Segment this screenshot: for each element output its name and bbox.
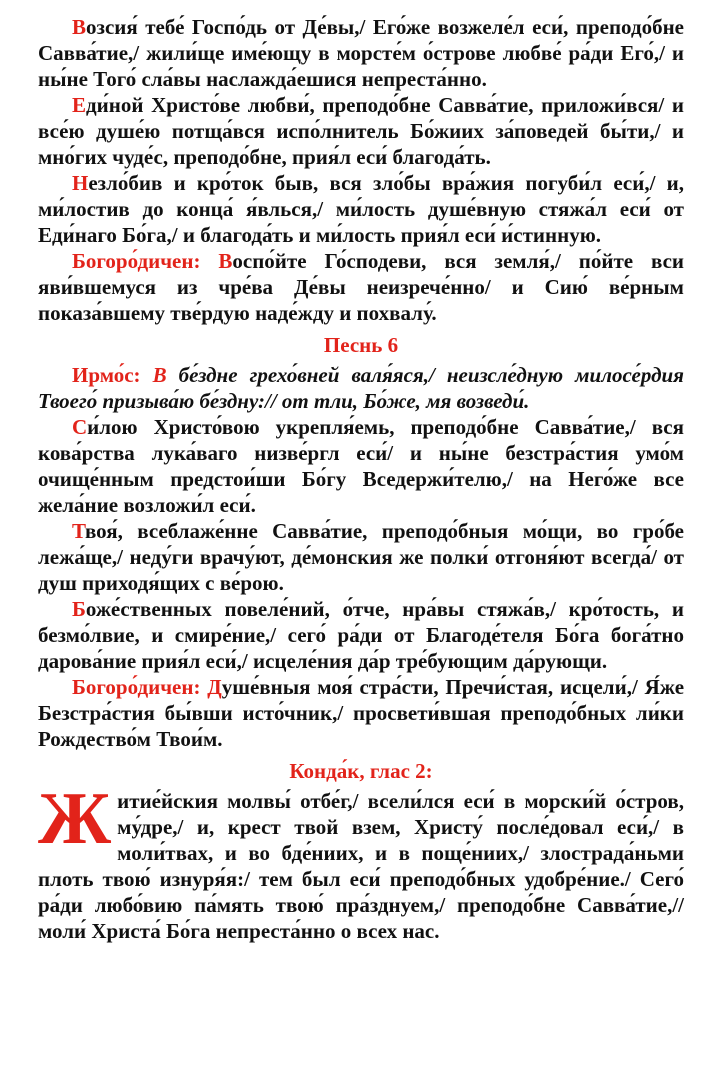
theotokion-text: оспо́йте Го́сподеви, вся земля́,/ по́йте вси яви́вшемуся из чре́ва Де́вы неизрече́нно/ и Сию́ ве́рным показа́вшему тве́рдую наде́жду и похвалу́.	[38, 249, 685, 325]
drop-cap-letter: Ж	[38, 778, 112, 860]
troparion-2	[38, 92, 684, 170]
initial-letter: В	[218, 249, 233, 273]
initial-letter: Б	[72, 597, 86, 621]
initial-letter: С	[72, 415, 88, 439]
troparion-text: озсия́ тебе́ Госпо́дь от Де́вы,/ Его́же возжеле́л еси́, преподо́бне Савва́тие,/ жили́ще име́ющу в морсте́м о́строве любве́ ра́ди Его́,/ и ны́не Того́ сла́вы наслажда́ешися непреста́нно.	[38, 15, 684, 91]
theotokion-song5	[38, 248, 684, 326]
irmos-label: Ирмо́с:	[72, 363, 153, 387]
theotokion-song6	[38, 674, 684, 752]
troparion-1	[38, 14, 684, 92]
kondak-text: итие́йския молвы́ отбе́г,/ всели́лся еси́ в морски́й о́стров, му́дре,/ и, крест твой взем, Христу́ после́довал еси́,/ в моли́твах, и во бде́ниих, и в поще́ниих,/ злострада́ньми плоть твою́ изнуря́я:/ тем был еси́ преподо́бных удобре́ние./ Сего́ ра́ди любо́вию па́мять твою́ пра́зднуем,/ преподо́бне Савва́тие,// моли́ Христа́ Бо́га непреста́нно о всех нас.	[38, 789, 684, 943]
song6-heading: Песнь 6	[323, 333, 399, 357]
troparion-6	[38, 596, 684, 674]
initial-letter: Н	[72, 171, 89, 195]
initial-letter: В	[152, 363, 167, 387]
troparion-text: оже́ственных повеле́ний, о́тче, нра́вы стяжа́в,/ кро́тость, и безмо́лвие, и смире́ние,/ сего́ ра́ди от Благоде́теля Бо́га бога́тно дарова́ние прия́л еси́,/ исцеле́ния да́р тре́бующим да́рующи.	[38, 597, 684, 673]
kondak-heading: Конда́к, глас 2:	[289, 759, 433, 783]
initial-letter: Д	[207, 675, 222, 699]
theotokion-label: Богоро́дичен:	[72, 675, 208, 699]
troparion-text: и́лою Христо́вою укрепля́емь, преподо́бне Савва́тие,/ вся кова́рства лука́ваго низве́ргл еси́/ и ны́не безстра́стия умо́м очище́нным предстои́ши Бо́гу Вседержи́телю,/ на Него́же все жела́ние возложи́л еси́.	[38, 415, 684, 517]
troparion-text: воя́, всеблаже́нне Савва́тие, преподо́бныя мо́щи, во гро́бе лежа́ще,/ неду́ги врачу́ют, де́монския же полки́ отгоня́ют всегда́/ от душ приходя́щих с ве́рою.	[38, 519, 684, 595]
theotokion-text: уше́вныя моя́ стра́сти, Пречи́стая, исцели́,/ Я́же Безстра́стия бы́вши исто́чник,/ просвети́вшая преподо́бных ли́ки Рождество́м Твои́м.	[38, 675, 685, 751]
irmos-text: бе́здне грехо́вней валя́яся,/ неизсле́дную милосе́рдия Твоего́ призыва́ю бе́здну:// от тли, Бо́же, мя возведи́.	[38, 363, 684, 413]
troparion-text: ди́ной Христо́ве любви́, преподо́бне Савва́тие, приложи́вся/ и все́ю душе́ю потща́вся испо́лнитель Бо́жиих за́поведей бы́ти,/ и мно́гих чуде́с, преподо́бне, прия́л еси́ благода́ть.	[38, 93, 684, 169]
troparion-5	[38, 518, 684, 596]
troparion-3	[38, 170, 684, 248]
troparion-text: езло́бив и кро́ток быв, вся зло́бы вра́жия погуби́л еси́,/ и, ми́лостив до конца́ я́влься,/ ми́лость душе́вную стяжа́л еси́ от Еди́наго Бо́га,/ и благода́ть и ми́лость прия́л еси́ и́стинную.	[38, 171, 684, 247]
initial-letter: Е	[72, 93, 87, 117]
troparion-4	[38, 414, 684, 518]
irmos-song6	[38, 362, 684, 414]
theotokion-label: Богоро́дичен:	[72, 249, 219, 273]
initial-letter: Т	[72, 519, 85, 543]
kondak-block	[38, 778, 684, 944]
initial-letter: В	[72, 15, 87, 39]
